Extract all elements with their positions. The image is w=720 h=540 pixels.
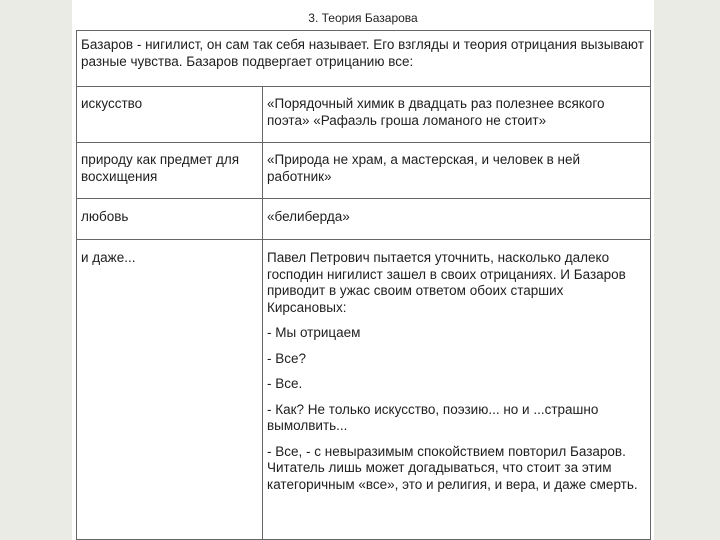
intro-cell: Базаров - нигилист, он сам так себя называет. Его взгляды и теория отрицания вызывают разные чувства. Базаров подвергает отрицанию все: xyxy=(77,31,651,87)
theory-table xyxy=(76,30,651,540)
dialogue-line: - Мы отрицаем xyxy=(267,325,361,340)
document-page xyxy=(72,0,654,540)
dialogue-line: - Все. xyxy=(267,376,303,391)
row-quote: «белиберда» xyxy=(263,199,651,240)
intro-row xyxy=(77,31,651,87)
section-title: 3. Теория Базарова xyxy=(308,11,418,25)
table-row xyxy=(77,199,651,240)
table-row xyxy=(77,143,651,199)
row-quote: «Природа не храм, а мастерская, и человек в ней работник» xyxy=(263,143,651,199)
row-label: и даже... xyxy=(77,240,263,540)
table-row xyxy=(77,240,651,540)
row-label: природу как предмет для восхищения xyxy=(77,143,263,199)
dialogue-line: - Все? xyxy=(267,350,307,366)
row-label: любовь xyxy=(77,199,263,240)
row-label: искусство xyxy=(77,87,263,143)
left-margin-band xyxy=(0,0,72,540)
right-margin-band xyxy=(654,0,720,540)
dialogue-line: - Как? Не только искусство, поэзию... но и ...страшно вымолвить... xyxy=(267,401,599,433)
table-row xyxy=(77,87,651,143)
row-quote: «Порядочный химик в двадцать раз полезнее всякого поэта» «Рафаэль гроша ломаного не стоит» xyxy=(263,87,651,143)
dialogue-line: - Все, - с невыразимым спокойствием повторил Базаров. Читатель лишь может догадываться, что стоит за этим категоричным «все», это и религия, и вера, и даже смерть. xyxy=(267,443,638,492)
dialogue-paragraph: Павел Петрович пытается уточнить, насколько далеко господин нигилист зашел в своих отрицаниях. И Базаров приводит в ужас своим ответом обоих старших Кирсановых: xyxy=(267,250,626,315)
dialogue-cell xyxy=(263,240,651,540)
